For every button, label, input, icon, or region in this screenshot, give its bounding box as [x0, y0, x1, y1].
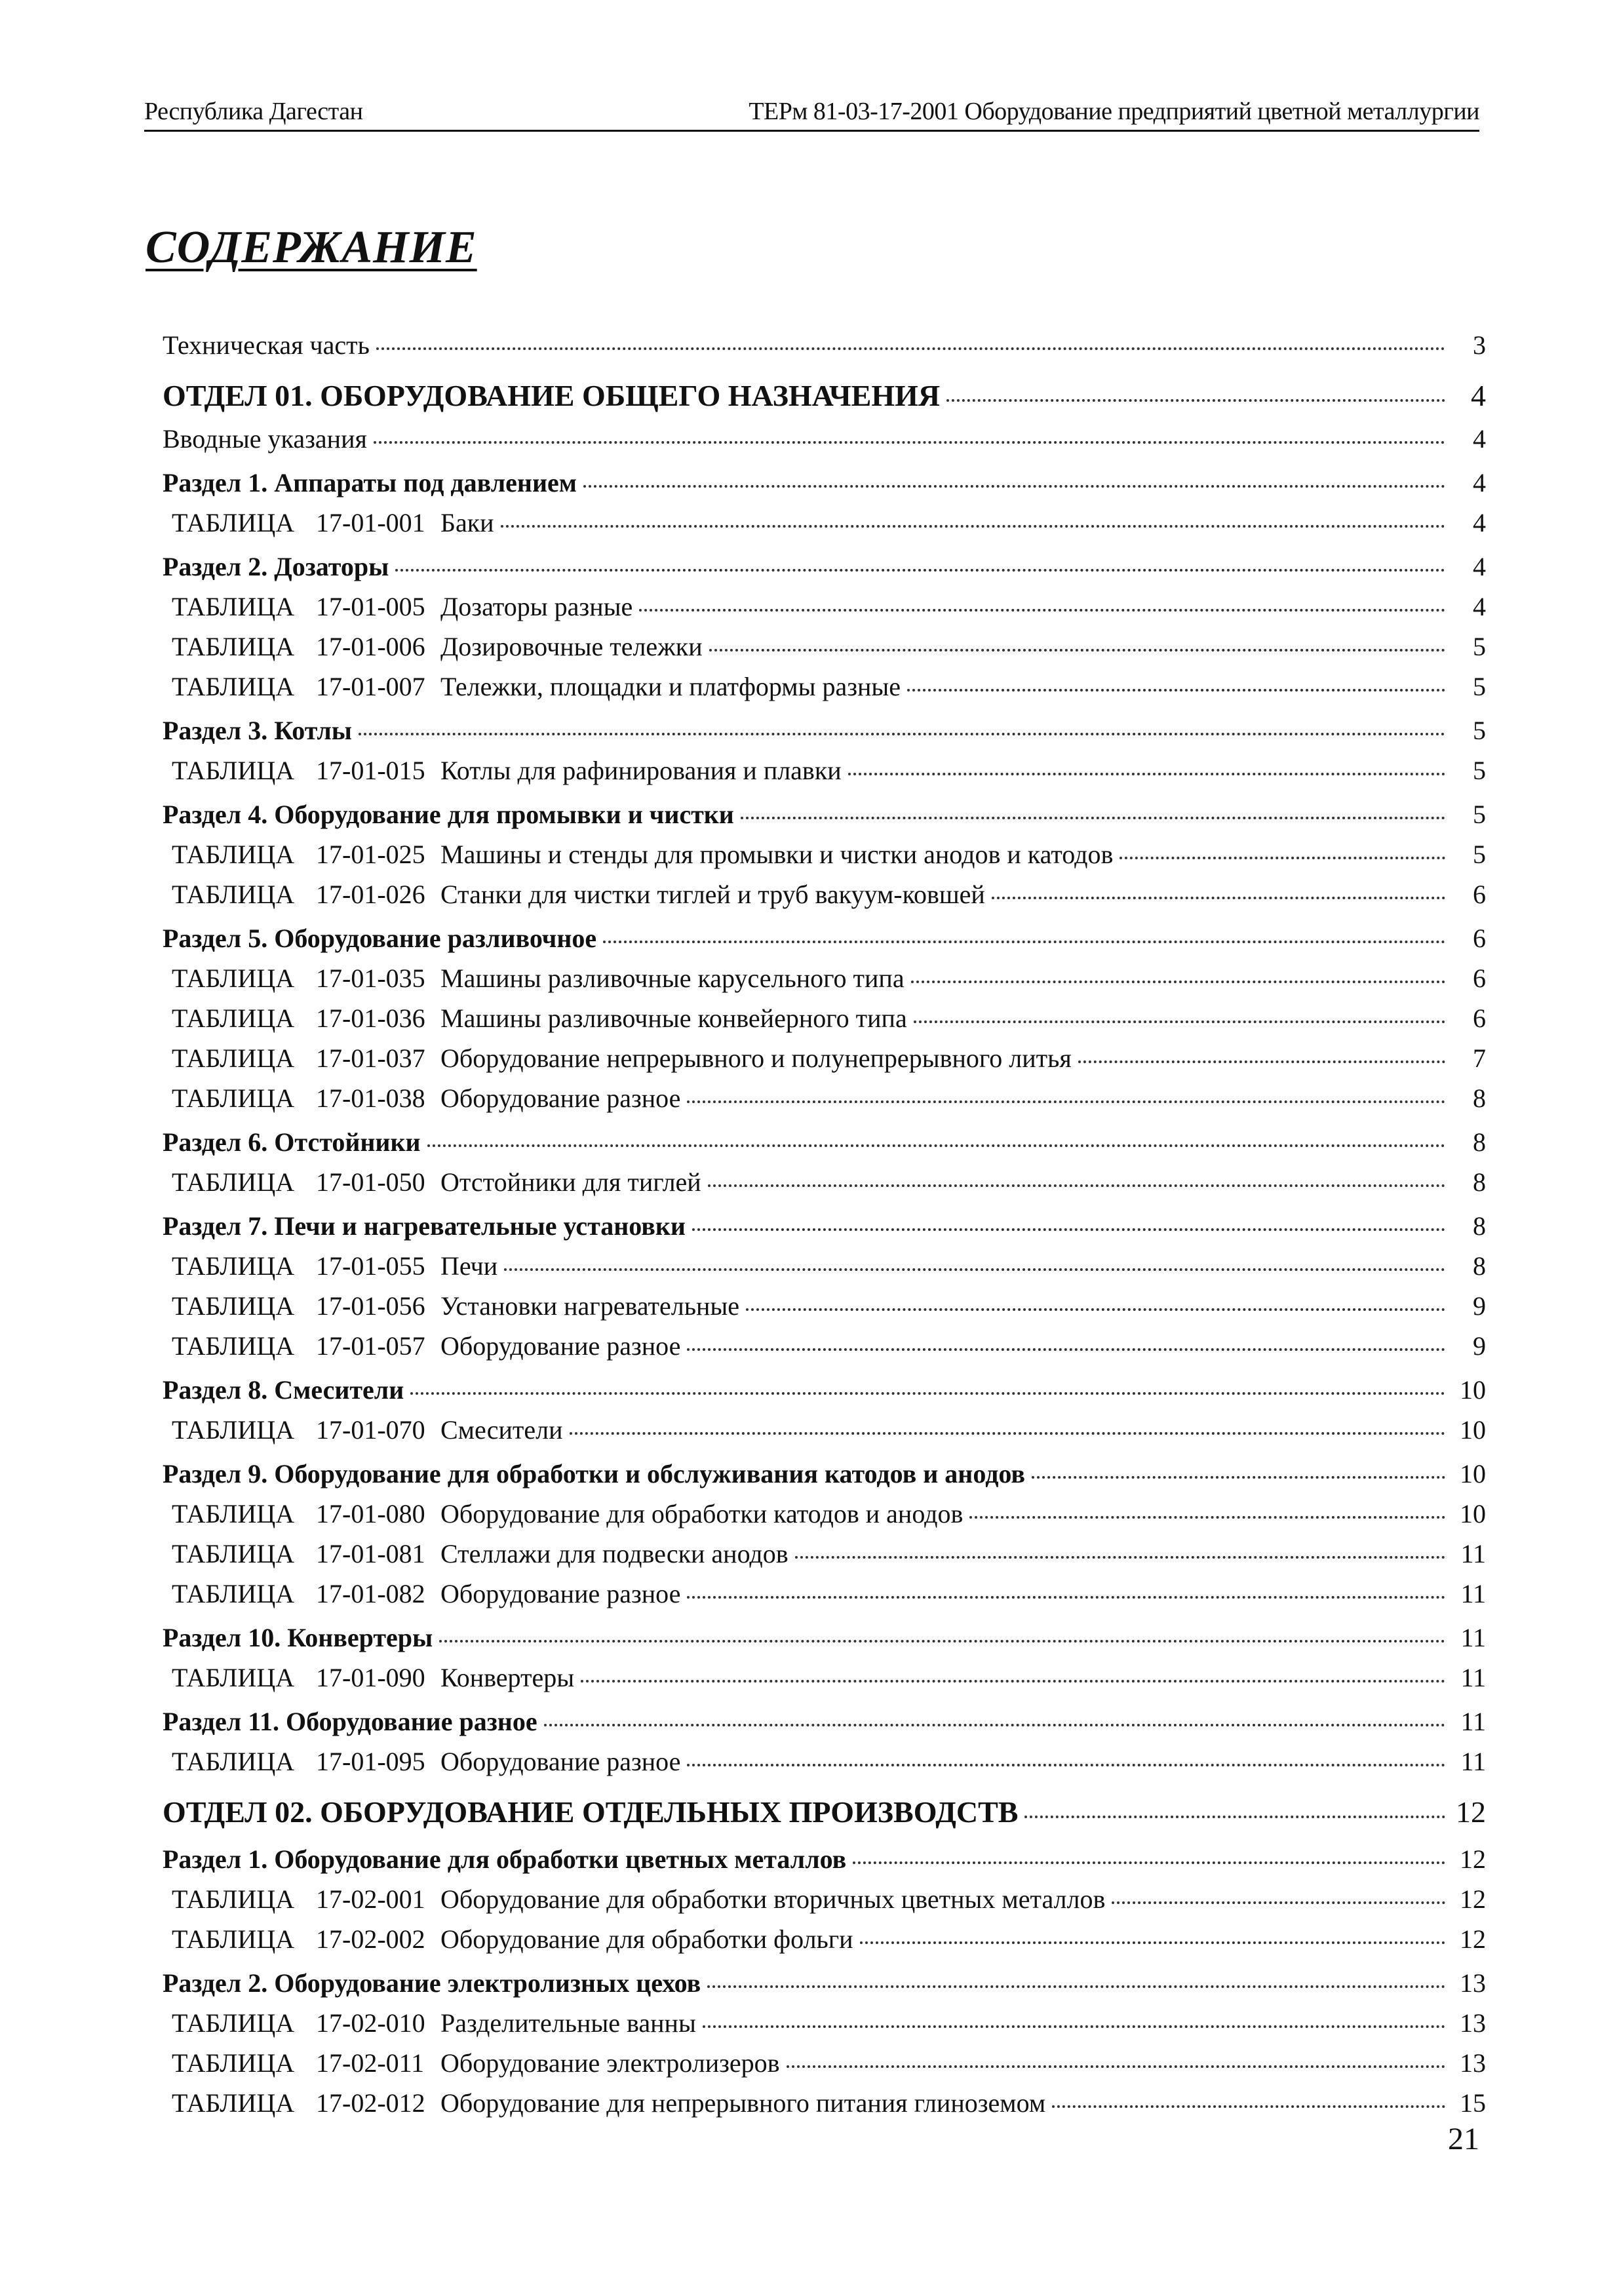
- dot-leader: [439, 1614, 1445, 1643]
- header-left: Республика Дагестан: [144, 98, 363, 125]
- toc-table-code: 17-01-038: [316, 1083, 425, 1113]
- toc-section: [163, 710, 1486, 750]
- toc-table-title: Баки: [440, 508, 494, 537]
- toc-table-entry: [163, 874, 1486, 914]
- toc-page-number: 5: [1473, 840, 1486, 869]
- toc-table-code: 17-01-037: [316, 1043, 425, 1073]
- toc-page-number: 5: [1473, 756, 1486, 785]
- dot-leader: [410, 1366, 1445, 1395]
- toc-page-number: 11: [1460, 1707, 1486, 1736]
- toc-table-entry: [163, 1286, 1486, 1326]
- dot-leader: [581, 1654, 1445, 1683]
- toc-table-code: 17-01-015: [316, 756, 425, 785]
- toc-page-number: 8: [1473, 1167, 1486, 1197]
- toc-page-number: 13: [1460, 1968, 1486, 1998]
- dot-leader: [787, 2039, 1445, 2068]
- toc-table-entry: [163, 958, 1486, 998]
- toc-table-entry: [163, 1574, 1486, 1614]
- toc-entry-title: [172, 963, 905, 994]
- toc-table-entry: [163, 503, 1486, 543]
- toc-table-title: Печи: [440, 1251, 498, 1281]
- toc-table-entry: [163, 1494, 1486, 1534]
- toc-table-code: 17-02-010: [316, 2008, 425, 2038]
- toc-table-entry: [163, 1741, 1486, 1781]
- toc-entry-title: [172, 755, 842, 786]
- toc-table-code: 17-02-002: [316, 1924, 425, 1954]
- toc-page-number: 12: [1460, 1884, 1486, 1914]
- toc-page-number: 10: [1460, 1375, 1486, 1405]
- toc-page-number: 4: [1473, 424, 1486, 454]
- toc-table-label: ТАБЛИЦА: [172, 1003, 295, 1033]
- toc-entry-title: [172, 1884, 1105, 1915]
- toc-table-title: Оборудование электролизеров: [440, 2048, 780, 2078]
- toc-table-title: Разделительные ванны: [440, 2008, 696, 2038]
- toc-page-number: 5: [1473, 800, 1486, 829]
- toc-section: [163, 794, 1486, 834]
- toc-entry-title: Вводные указания: [163, 424, 367, 454]
- toc-table-code: 17-02-011: [316, 2048, 425, 2078]
- toc-table-code: 17-01-070: [316, 1415, 425, 1445]
- toc-table-title: Оборудование для обработки фольги: [440, 1924, 853, 1954]
- toc-table-title: Конвертеры: [440, 1663, 575, 1692]
- toc-table-entry: [163, 1246, 1486, 1286]
- toc-table-label: ТАБЛИЦА: [172, 1415, 295, 1445]
- toc-table-label: ТАБЛИЦА: [172, 880, 295, 909]
- toc-section: [163, 1839, 1486, 1879]
- table-of-contents: [163, 325, 1486, 2123]
- dot-leader: [907, 663, 1445, 691]
- dot-leader: [570, 1406, 1445, 1435]
- toc-intro-entry: [163, 325, 1486, 365]
- toc-page-number: 6: [1473, 963, 1486, 993]
- toc-section: [163, 463, 1486, 503]
- toc-entry-title: [172, 1167, 701, 1197]
- dot-leader: [853, 1835, 1445, 1864]
- toc-table-entry: [163, 1879, 1486, 1919]
- page-number: 21: [1448, 2122, 1479, 2156]
- toc-table-entry: [163, 627, 1486, 667]
- toc-table-entry: [163, 1410, 1486, 1450]
- toc-page-number: 12: [1460, 1924, 1486, 1954]
- toc-table-title: Оборудование разное: [440, 1083, 681, 1113]
- dot-leader: [1024, 1789, 1445, 1818]
- toc-table-title: Дозаторы разные: [440, 592, 633, 621]
- toc-entry-title: [172, 1414, 563, 1445]
- toc-table-entry: [163, 587, 1486, 627]
- toc-page-number: 3: [1473, 330, 1486, 360]
- toc-table-title: Котлы для рафинирования и плавки: [440, 756, 842, 785]
- toc-entry-title: Раздел 3. Котлы: [163, 716, 353, 745]
- toc-entry-title: [172, 1291, 739, 1321]
- toc-entry-title: [172, 1331, 680, 1361]
- toc-table-code: 17-01-090: [316, 1663, 425, 1692]
- toc-page-number: 6: [1473, 1003, 1486, 1033]
- toc-entry-title: [172, 507, 494, 538]
- toc-table-code: 17-01-081: [316, 1539, 425, 1568]
- toc-entry-title: ОТДЕЛ 01. ОБОРУДОВАНИЕ ОБЩЕГО НАЗНАЧЕНИЯ: [163, 379, 941, 412]
- dot-leader: [860, 1915, 1445, 1944]
- toc-table-code: 17-01-001: [316, 508, 425, 537]
- toc-table-title: Оборудование разное: [440, 1747, 681, 1776]
- toc-table-code: 17-01-057: [316, 1331, 425, 1361]
- toc-entry-title: [172, 671, 901, 702]
- dot-leader: [687, 1074, 1445, 1103]
- toc-table-entry: [163, 1078, 1486, 1118]
- toc-entry-title: [172, 1924, 853, 1955]
- toc-page-number: 13: [1460, 2008, 1486, 2038]
- toc-entry-title: [172, 1498, 963, 1529]
- toc-entry-title: [172, 1251, 497, 1281]
- dot-leader: [687, 1738, 1445, 1766]
- toc-table-title: Отстойники для тиглей: [440, 1167, 701, 1197]
- toc-page-number: 8: [1473, 1083, 1486, 1113]
- toc-page-number: 10: [1460, 1459, 1486, 1489]
- toc-entry-title: [172, 2008, 696, 2038]
- toc-table-title: Установки нагревательные: [440, 1291, 739, 1321]
- toc-page-number: 11: [1460, 1663, 1486, 1692]
- toc-entry-title: Раздел 4. Оборудование для промывки и чистки: [163, 800, 734, 829]
- toc-page-number: 11: [1460, 1539, 1486, 1568]
- toc-table-label: ТАБЛИЦА: [172, 1291, 295, 1321]
- toc-page-number: 5: [1473, 716, 1486, 745]
- toc-table-code: 17-01-082: [316, 1579, 425, 1608]
- toc-page-number: 8: [1473, 1211, 1486, 1241]
- toc-entry-title: [172, 2088, 1045, 2118]
- toc-page-number: 10: [1460, 1499, 1486, 1528]
- toc-page-number: 12: [1460, 1844, 1486, 1874]
- dot-leader: [376, 321, 1445, 350]
- toc-section: [163, 1122, 1486, 1162]
- toc-table-entry: [163, 1534, 1486, 1574]
- toc-page-number: 4: [1473, 592, 1486, 621]
- toc-entry-title: Раздел 7. Печи и нагревательные установки: [163, 1211, 686, 1241]
- toc-page-number: 11: [1460, 1747, 1486, 1776]
- toc-table-label: ТАБЛИЦА: [172, 1539, 295, 1568]
- toc-section: [163, 547, 1486, 587]
- dot-leader: [504, 1242, 1445, 1271]
- toc-department: [163, 1793, 1486, 1835]
- toc-page-number: 15: [1460, 2088, 1486, 2118]
- toc-page-number: 7: [1473, 1043, 1486, 1073]
- toc-table-label: ТАБЛИЦА: [172, 672, 295, 701]
- toc-section: [163, 1618, 1486, 1658]
- toc-table-code: 17-01-026: [316, 880, 425, 909]
- toc-page-number: 11: [1460, 1579, 1486, 1608]
- dot-leader: [707, 1959, 1445, 1988]
- dot-leader: [741, 790, 1445, 819]
- dot-leader: [709, 623, 1445, 652]
- dot-leader: [692, 1202, 1445, 1231]
- toc-table-label: ТАБЛИЦА: [172, 592, 295, 621]
- dot-leader: [639, 583, 1445, 612]
- toc-entry-title: [172, 1538, 789, 1569]
- toc-table-title: Машины и стенды для промывки и чистки анодов и катодов: [440, 840, 1114, 869]
- toc-table-title: Тележки, площадки и платформы разные: [440, 672, 901, 701]
- toc-table-code: 17-01-006: [316, 632, 425, 661]
- toc-page-number: 9: [1473, 1291, 1486, 1321]
- toc-table-label: ТАБЛИЦА: [172, 508, 295, 537]
- dot-leader: [687, 1322, 1445, 1351]
- toc-section: [163, 1370, 1486, 1410]
- toc-entry-title: [172, 631, 703, 662]
- toc-table-entry: [163, 2083, 1486, 2123]
- toc-table-title: Машины разливочные карусельного типа: [440, 963, 905, 993]
- dot-leader: [1032, 1450, 1445, 1479]
- toc-table-code: 17-01-005: [316, 592, 425, 621]
- toc-table-entry: [163, 750, 1486, 790]
- toc-table-entry: [163, 998, 1486, 1038]
- toc-table-label: ТАБЛИЦА: [172, 756, 295, 785]
- dot-leader: [603, 914, 1445, 943]
- toc-table-label: ТАБЛИЦА: [172, 963, 295, 993]
- toc-entry-title: Раздел 2. Оборудование электролизных цехов: [163, 1968, 701, 1998]
- toc-table-entry: [163, 1326, 1486, 1366]
- toc-table-label: ТАБЛИЦА: [172, 1579, 295, 1608]
- toc-table-entry: [163, 2003, 1486, 2043]
- toc-page-number: 13: [1460, 2048, 1486, 2078]
- toc-table-code: 17-01-025: [316, 840, 425, 869]
- toc-entry-title: [172, 839, 1113, 870]
- toc-page-number: 8: [1473, 1251, 1486, 1281]
- toc-entry-title: [172, 1578, 680, 1609]
- toc-page-number: 4: [1471, 379, 1486, 412]
- toc-page-number: 4: [1473, 552, 1486, 581]
- toc-entry-title: [172, 879, 985, 910]
- toc-page-number: 11: [1460, 1623, 1486, 1652]
- toc-entry-title: [172, 1746, 680, 1777]
- toc-table-label: ТАБЛИЦА: [172, 1083, 295, 1113]
- toc-table-title: Оборудование разное: [440, 1579, 681, 1608]
- dot-leader: [501, 499, 1445, 528]
- toc-section: [163, 1963, 1486, 2003]
- header-right: ТЕРм 81-03-17-2001 Оборудование предприятий цветной металлургии: [749, 98, 1479, 125]
- toc-table-entry: [163, 1162, 1486, 1202]
- toc-table-entry: [163, 2043, 1486, 2083]
- toc-department: [163, 377, 1486, 419]
- toc-table-label: ТАБЛИЦА: [172, 1251, 295, 1281]
- toc-page-number: 9: [1473, 1331, 1486, 1361]
- toc-table-label: ТАБЛИЦА: [172, 2088, 295, 2118]
- toc-table-code: 17-01-007: [316, 672, 425, 701]
- toc-entry-title: Раздел 9. Оборудование для обработки и обслуживания катодов и анодов: [163, 1459, 1026, 1489]
- toc-page-number: 4: [1473, 508, 1486, 537]
- toc-table-label: ТАБЛИЦА: [172, 1331, 295, 1361]
- toc-table-title: Машины разливочные конвейерного типа: [440, 1003, 907, 1033]
- toc-entry-title: Раздел 8. Смесители: [163, 1375, 404, 1405]
- toc-table-entry: [163, 834, 1486, 874]
- dot-leader: [687, 1570, 1445, 1599]
- running-header: [144, 88, 1479, 132]
- toc-table-label: ТАБЛИЦА: [172, 1499, 295, 1528]
- toc-table-code: 17-02-001: [316, 1884, 425, 1914]
- page-title: СОДЕРЖАНИЕ: [146, 222, 477, 273]
- toc-table-label: ТАБЛИЦА: [172, 1663, 295, 1692]
- toc-table-code: 17-01-055: [316, 1251, 425, 1281]
- toc-table-label: ТАБЛИЦА: [172, 2008, 295, 2038]
- toc-section: [163, 1702, 1486, 1741]
- dot-leader: [1078, 1034, 1445, 1063]
- dot-leader: [708, 1158, 1445, 1187]
- dot-leader: [848, 747, 1445, 775]
- dot-leader: [395, 543, 1445, 572]
- toc-table-label: ТАБЛИЦА: [172, 1167, 295, 1197]
- toc-entry-title: [172, 1083, 680, 1114]
- dot-leader: [911, 954, 1445, 983]
- toc-intro-entry: [163, 419, 1486, 459]
- toc-table-code: 17-01-056: [316, 1291, 425, 1321]
- toc-table-code: 17-01-050: [316, 1167, 425, 1197]
- toc-table-title: Дозировочные тележки: [440, 632, 703, 661]
- toc-table-title: Станки для чистки тиглей и труб вакуум-ковшей: [440, 880, 985, 909]
- toc-section: [163, 918, 1486, 958]
- toc-section: [163, 1206, 1486, 1246]
- dot-leader: [914, 994, 1445, 1023]
- toc-entry-title: Раздел 10. Конвертеры: [163, 1623, 433, 1652]
- toc-table-label: ТАБЛИЦА: [172, 1043, 295, 1073]
- toc-entry-title: Раздел 11. Оборудование разное: [163, 1707, 537, 1736]
- toc-table-title: Оборудование для обработки вторичных цветных металлов: [440, 1884, 1106, 1914]
- toc-entry-title: Раздел 1. Аппараты под давлением: [163, 468, 577, 497]
- toc-entry-title: Раздел 6. Отстойники: [163, 1127, 421, 1157]
- toc-page-number: 4: [1473, 468, 1486, 497]
- dot-leader: [746, 1282, 1445, 1311]
- dot-leader: [1112, 1875, 1445, 1904]
- toc-entry-title: [172, 1043, 1072, 1074]
- dot-leader: [946, 373, 1445, 402]
- toc-table-entry: [163, 1658, 1486, 1698]
- toc-table-label: ТАБЛИЦА: [172, 840, 295, 869]
- toc-table-label: ТАБЛИЦА: [172, 1747, 295, 1776]
- toc-page-number: 12: [1456, 1795, 1486, 1829]
- dot-leader: [795, 1530, 1445, 1559]
- dot-leader: [359, 707, 1445, 735]
- toc-table-title: Стеллажи для подвески анодов: [440, 1539, 789, 1568]
- dot-leader: [992, 870, 1445, 899]
- toc-table-entry: [163, 1919, 1486, 1959]
- toc-table-code: 17-01-080: [316, 1499, 425, 1528]
- dot-leader: [1120, 830, 1445, 859]
- dot-leader: [1052, 2079, 1445, 2108]
- toc-table-title: Смесители: [440, 1415, 563, 1445]
- toc-entry-title: [172, 2048, 780, 2078]
- toc-page-number: 6: [1473, 880, 1486, 909]
- dot-leader: [374, 415, 1445, 444]
- toc-page-number: 5: [1473, 632, 1486, 661]
- dot-leader: [427, 1118, 1445, 1147]
- toc-entry-title: Раздел 2. Дозаторы: [163, 552, 389, 581]
- toc-table-title: Оборудование для обработки катодов и анодов: [440, 1499, 964, 1528]
- toc-entry-title: [172, 1662, 574, 1693]
- toc-table-title: Оборудование для непрерывного питания глиноземом: [440, 2088, 1046, 2118]
- toc-entry-title: Техническая часть: [163, 330, 370, 360]
- toc-entry-title: Раздел 1. Оборудование для обработки цветных металлов: [163, 1844, 847, 1874]
- toc-table-entry: [163, 667, 1486, 707]
- toc-table-code: 17-01-095: [316, 1747, 425, 1776]
- dot-leader: [969, 1490, 1445, 1519]
- toc-table-title: Оборудование разное: [440, 1331, 681, 1361]
- toc-table-label: ТАБЛИЦА: [172, 2048, 295, 2078]
- toc-table-code: 17-01-035: [316, 963, 425, 993]
- toc-table-entry: [163, 1038, 1486, 1078]
- toc-entry-title: Раздел 5. Оборудование разливочное: [163, 924, 597, 953]
- toc-entry-title: [172, 591, 633, 622]
- toc-table-label: ТАБЛИЦА: [172, 1884, 295, 1914]
- toc-table-title: Оборудование непрерывного и полунепрерывного литья: [440, 1043, 1072, 1073]
- toc-table-label: ТАБЛИЦА: [172, 632, 295, 661]
- dot-leader: [544, 1698, 1445, 1726]
- toc-page-number: 8: [1473, 1127, 1486, 1157]
- toc-section: [163, 1454, 1486, 1494]
- toc-entry-title: ОТДЕЛ 02. ОБОРУДОВАНИЕ ОТДЕЛЬНЫХ ПРОИЗВОДСТВ: [163, 1795, 1019, 1829]
- dot-leader: [703, 1999, 1445, 2028]
- toc-page-number: 6: [1473, 924, 1486, 953]
- dot-leader: [583, 459, 1445, 488]
- toc-table-label: ТАБЛИЦА: [172, 1924, 295, 1954]
- toc-entry-title: [172, 1003, 907, 1034]
- toc-page-number: 10: [1460, 1415, 1486, 1445]
- toc-table-code: 17-02-012: [316, 2088, 425, 2118]
- toc-table-code: 17-01-036: [316, 1003, 425, 1033]
- toc-page-number: 5: [1473, 672, 1486, 701]
